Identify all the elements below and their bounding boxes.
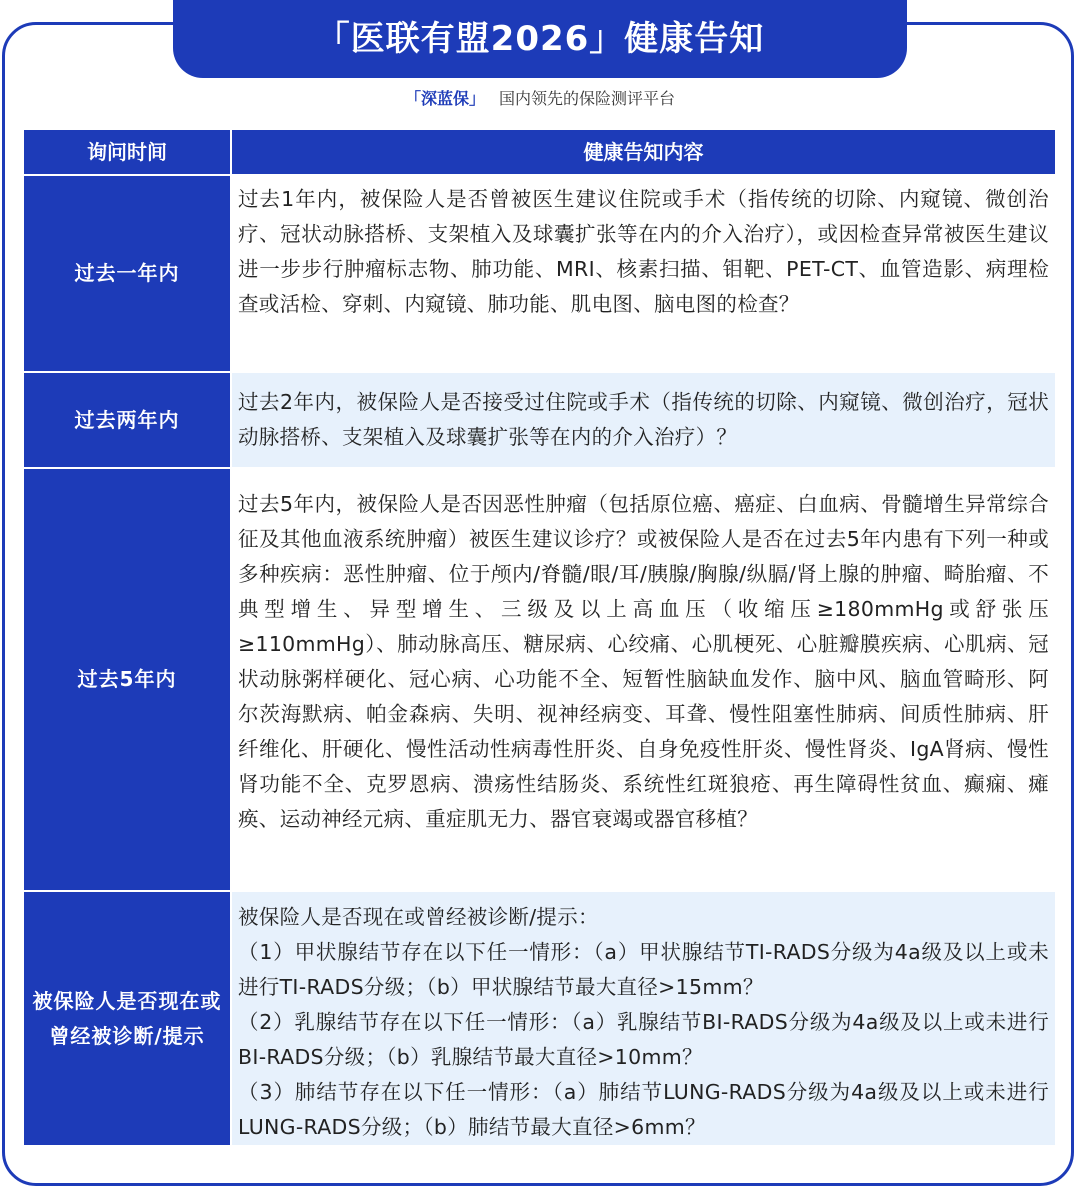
brand-tagline: 国内领先的保险测评平台 bbox=[499, 89, 676, 108]
table-row bbox=[24, 469, 1055, 892]
content-line: 被保险人是否现在或曾经被诊断/提示： bbox=[238, 905, 599, 929]
subtitle bbox=[0, 86, 1080, 112]
period-cell: 过去两年内 bbox=[24, 373, 232, 467]
period-cell: 过去5年内 bbox=[24, 469, 232, 890]
column-header-period: 询问时间 bbox=[24, 130, 232, 174]
content-cell: 过去2年内，被保险人是否接受过住院或手术（指传统的切除、内窥镜、微创治疗，冠状动脉搭桥、支架植入及球囊扩张等在内的介入治疗）？ bbox=[232, 373, 1055, 467]
content-line: （1）甲状腺结节存在以下任一情形：（a）甲状腺结节TI-RADS分级为4a级及以上或未进行TI-RADS分级；（b）甲状腺结节最大直径>15mm？ bbox=[238, 940, 1049, 999]
content-line: （2）乳腺结节存在以下任一情形：（a）乳腺结节BI-RADS分级为4a级及以上或未进行BI-RADS分级；（b）乳腺结节最大直径>10mm？ bbox=[238, 1010, 1049, 1069]
table-row bbox=[24, 176, 1055, 373]
brand-name: 「深蓝保」 bbox=[404, 89, 485, 108]
content-cell bbox=[232, 892, 1055, 1145]
table-row bbox=[24, 892, 1055, 1147]
period-cell: 过去一年内 bbox=[24, 176, 232, 371]
table-header-row bbox=[24, 130, 1055, 176]
content-cell: 过去1年内，被保险人是否曾被医生建议住院或手术（指传统的切除、内窥镜、微创治疗、冠状动脉搭桥、支架植入及球囊扩张等在内的介入治疗），或因检查异常被医生建议进一步步行肿瘤标志物、肺功能、MRI、核素扫描、钼靶、PET-CT、血管造影、病理检查或活检、穿刺、内窥镜、肺功能、肌电图、脑电图的检查？ bbox=[232, 176, 1055, 371]
period-cell: 被保险人是否现在或曾经被诊断/提示 bbox=[24, 892, 232, 1145]
column-header-content: 健康告知内容 bbox=[232, 130, 1055, 174]
table-row bbox=[24, 373, 1055, 469]
health-notice-table bbox=[24, 130, 1055, 1147]
content-line: （3）肺结节存在以下任一情形：（a）肺结节LUNG-RADS分级为4a级及以上或未进行LUNG-RADS分级；（b）肺结节最大直径>6mm？ bbox=[238, 1080, 1049, 1139]
page-title: 「医联有盟2026」健康告知 bbox=[173, 0, 907, 78]
content-cell: 过去5年内，被保险人是否因恶性肿瘤（包括原位癌、癌症、白血病、骨髓增生异常综合征及其他血液系统肿瘤）被医生建议诊疗？或被保险人是否在过去5年内患有下列一种或多种疾病：恶性肿瘤、位于颅内/脊髓/眼/耳/胰腺/胸腺/纵膈/肾上腺的肿瘤、畸胎瘤、不典型增生、异型增生、三级及以上高血压（收缩压≥180mmHg或舒张压≥110mmHg）、肺动脉高压、糖尿病、心绞痛、心肌梗死、心脏瓣膜疾病、心肌病、冠状动脉粥样硬化、冠心病、心功能不全、短暂性脑缺血发作、脑中风、脑血管畸形、阿尔茨海默病、帕金森病、失明、视神经病变、耳聋、慢性阻塞性肺病、间质性肺病、肝纤维化、肝硬化、慢性活动性病毒性肝炎、自身免疫性肝炎、慢性肾炎、IgA肾病、慢性肾功能不全、克罗恩病、溃疡性结肠炎、系统性红斑狼疮、再生障碍性贫血、癫痫、瘫痪、运动神经元病、重症肌无力、器官衰竭或器官移植？ bbox=[232, 469, 1055, 890]
